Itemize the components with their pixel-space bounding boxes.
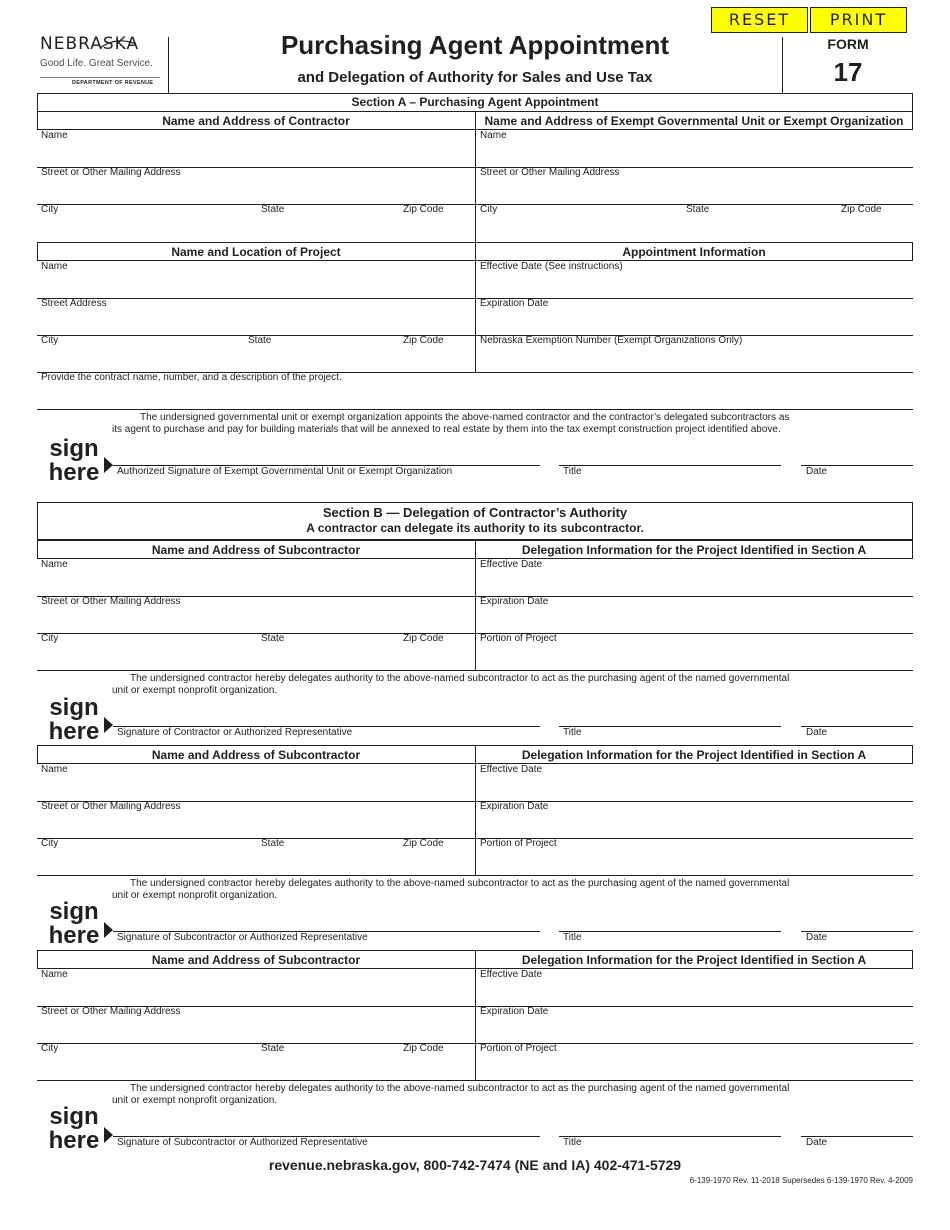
title-label-b2: Title [563, 932, 582, 943]
sub1-state-label: State [261, 633, 285, 644]
sub2-address-label: Street or Other Mailing Address [41, 801, 181, 812]
exempt-address-label: Street or Other Mailing Address [480, 167, 620, 178]
sub1-address-input[interactable] [40, 612, 474, 632]
date-label-b3: Date [806, 1137, 828, 1148]
date-label-a: Date [806, 466, 828, 477]
sub1-expiration-input[interactable] [479, 612, 913, 632]
delegation-header-1: Delegation Information for the Project Identified in Section A [521, 543, 867, 557]
subcontractor-header-3: Name and Address of Subcontractor [151, 953, 361, 967]
section-a-title: Section A – Purchasing Agent Appointment [351, 95, 599, 109]
exempt-name-label: Name [480, 130, 507, 141]
project-name-input[interactable] [40, 277, 474, 297]
sub2-expiration-input[interactable] [479, 817, 913, 837]
exempt-address-input[interactable] [479, 183, 913, 203]
effective-date-label: Effective Date (See instructions) [480, 261, 623, 272]
form-number: 17 [833, 57, 863, 87]
form-subtitle: and Delegation of Authority for Sales and Use Tax [297, 69, 653, 86]
sub3-effective-label: Effective Date [480, 969, 543, 980]
contractor-city-input[interactable] [40, 220, 474, 240]
footer-revision: 6-139-1970 Rev. 11-2018 Supersedes 6-139-1970 Rev. 4-2009 [689, 1176, 913, 1185]
sign-here-b3: sign here [48, 1103, 100, 1154]
project-zip-label: Zip Code [403, 335, 444, 346]
sign-here-b1: sign here [48, 694, 100, 745]
sub3-portion-input[interactable] [479, 1059, 913, 1079]
project-street-label: Street Address [41, 298, 107, 309]
sign-arrow-icon [104, 717, 113, 733]
title-input-b2[interactable] [561, 911, 783, 930]
footer-contact: revenue.nebraska.gov, 800-742-7474 (NE and IA) 402-471-5729 [268, 1157, 682, 1173]
sub2-zip-label: Zip Code [403, 838, 444, 849]
sub3-address-input[interactable] [40, 1022, 474, 1042]
subcontractor-header-2: Name and Address of Subcontractor [151, 748, 361, 762]
expiration-date-input[interactable] [479, 314, 913, 334]
sub2-portion-input[interactable] [479, 854, 913, 874]
exempt-name-input[interactable] [479, 146, 913, 166]
effective-date-input[interactable] [479, 277, 913, 297]
contractor-zip-label: Zip Code [403, 204, 444, 215]
project-header: Name and Location of Project [171, 245, 341, 259]
sub3-statement: The undersigned contractor hereby delegates authority to the above-named subcontractor to act as the purchasing agent of the named governmental unit or exempt nonprofit organization. [112, 1083, 790, 1106]
nebraska-logo [38, 34, 170, 90]
contractor-state-label: State [261, 204, 285, 215]
exemption-number-input[interactable] [479, 351, 913, 371]
exempt-city-label: City [480, 204, 498, 215]
sub1-address-label: Street or Other Mailing Address [41, 596, 181, 607]
date-input-a[interactable] [803, 446, 915, 465]
sub2-city-label: City [41, 838, 59, 849]
project-street-input[interactable] [40, 314, 474, 334]
title-input-b1[interactable] [561, 706, 783, 725]
sub2-city-input[interactable] [40, 854, 474, 874]
delegation-header-2: Delegation Information for the Project Identified in Section A [521, 748, 867, 762]
sub2-address-input[interactable] [40, 817, 474, 837]
title-input-a[interactable] [561, 446, 783, 465]
sign-here-b2: sign here [48, 898, 100, 949]
sub2-portion-label: Portion of Project [480, 838, 557, 849]
form-title: Purchasing Agent Appointment [280, 30, 670, 60]
sign-arrow-icon [104, 457, 113, 473]
logo-tagline: Good Life. Great Service. [40, 58, 153, 69]
sub2-expiration-label: Expiration Date [480, 801, 549, 812]
contractor-name-label: Name [41, 130, 68, 141]
sub1-statement: The undersigned contractor hereby delegates authority to the above-named subcontractor to act as the purchasing agent of the named governmental unit or exempt nonprofit organization. [112, 673, 790, 696]
expiration-date-label: Expiration Date [480, 298, 549, 309]
contractor-city-label: City [41, 204, 59, 215]
exempt-zip-label: Zip Code [841, 204, 882, 215]
title-label-b3: Title [563, 1137, 582, 1148]
sign-here-a: sign here [48, 435, 100, 486]
project-name-label: Name [41, 261, 68, 272]
sub1-portion-input[interactable] [479, 649, 913, 669]
reset-button[interactable]: RESET [711, 7, 808, 33]
exempt-city-input[interactable] [479, 220, 913, 240]
subcontractor-header-1: Name and Address of Subcontractor [151, 543, 361, 557]
sig-label-b1: Signature of Contractor or Authorized Representative [117, 727, 353, 738]
project-city-input[interactable] [40, 351, 474, 371]
sub3-effective-input[interactable] [479, 985, 913, 1005]
signature-input-b3[interactable] [115, 1116, 539, 1135]
contractor-address-input[interactable] [40, 183, 474, 203]
title-label-a: Title [563, 466, 582, 477]
form-label: FORM [827, 36, 869, 52]
signature-input-b2[interactable] [115, 911, 539, 930]
project-state-label: State [248, 335, 272, 346]
sub3-name-label: Name [41, 969, 68, 980]
delegation-header-3: Delegation Information for the Project Identified in Section A [521, 953, 867, 967]
sub3-city-input[interactable] [40, 1059, 474, 1079]
section-b-subtitle: A contractor can delegate its authority to its subcontractor. [306, 521, 644, 535]
sub2-state-label: State [261, 838, 285, 849]
contractor-name-input[interactable] [40, 146, 474, 166]
sub2-name-input[interactable] [40, 780, 474, 800]
sub3-state-label: State [261, 1043, 285, 1054]
signature-input-b1[interactable] [115, 706, 539, 725]
date-label-b1: Date [806, 727, 828, 738]
sign-arrow-icon [104, 922, 113, 938]
project-city-label: City [41, 335, 59, 346]
sign-arrow-icon [104, 1127, 113, 1143]
sub3-name-input[interactable] [40, 985, 474, 1005]
date-label-b2: Date [806, 932, 828, 943]
print-button[interactable]: PRINT [810, 7, 907, 33]
exemption-number-label: Nebraska Exemption Number (Exempt Organizations Only) [480, 335, 743, 346]
title-input-b3[interactable] [561, 1116, 783, 1135]
logo-department: DEPARTMENT OF REVENUE [72, 80, 154, 86]
sub1-city-input[interactable] [40, 649, 474, 669]
sig-label-b2: Signature of Subcontractor or Authorized Representative [117, 932, 368, 943]
sig-label-b3: Signature of Subcontractor or Authorized Representative [117, 1137, 368, 1148]
sub1-city-label: City [41, 633, 59, 644]
sub1-name-label: Name [41, 559, 68, 570]
exempt-org-header: Name and Address of Exempt Governmental Unit or Exempt Organization [484, 114, 904, 128]
project-description-input[interactable] [40, 388, 914, 408]
sub3-city-label: City [41, 1043, 59, 1054]
date-input-b3[interactable] [803, 1116, 915, 1135]
sub3-address-label: Street or Other Mailing Address [41, 1006, 181, 1017]
sub2-name-label: Name [41, 764, 68, 775]
sub2-effective-input[interactable] [479, 780, 913, 800]
sub1-effective-label: Effective Date [480, 559, 543, 570]
project-description-label: Provide the contract name, number, and a description of the project. [41, 372, 342, 383]
sub1-name-input[interactable] [40, 575, 474, 595]
sub2-effective-label: Effective Date [480, 764, 543, 775]
section-b-title: Section B — Delegation of Contractor’s Authority [322, 505, 628, 520]
sig-label-a: Authorized Signature of Exempt Governmental Unit or Exempt Organization [117, 466, 453, 477]
sub3-expiration-input[interactable] [479, 1022, 913, 1042]
exempt-state-label: State [686, 204, 710, 215]
sub1-expiration-label: Expiration Date [480, 596, 549, 607]
sub3-expiration-label: Expiration Date [480, 1006, 549, 1017]
contractor-address-label: Street or Other Mailing Address [41, 167, 181, 178]
sub1-portion-label: Portion of Project [480, 633, 557, 644]
date-input-b2[interactable] [803, 911, 915, 930]
sub2-statement: The undersigned contractor hereby delegates authority to the above-named subcontractor to act as the purchasing agent of the named governmental unit or exempt nonprofit organization. [112, 878, 790, 901]
section-a-statement: The undersigned governmental unit or exempt organization appoints the above-named contractor and the contractor’s delegated subcontractors as its agent to purchase and pay for building materials that will be annexed to real estate by them into the tax exempt construction project identified above. [112, 412, 790, 435]
date-input-b1[interactable] [803, 706, 915, 725]
appointment-header: Appointment Information [622, 245, 766, 259]
sub1-zip-label: Zip Code [403, 633, 444, 644]
sub1-effective-input[interactable] [479, 575, 913, 595]
title-label-b1: Title [563, 727, 582, 738]
logo-state-name: NEBRASKA [40, 34, 140, 54]
logo-swoosh-icon [98, 38, 138, 50]
contractor-header: Name and Address of Contractor [162, 114, 350, 128]
sub3-zip-label: Zip Code [403, 1043, 444, 1054]
sub3-portion-label: Portion of Project [480, 1043, 557, 1054]
signature-input-a[interactable] [115, 446, 539, 465]
